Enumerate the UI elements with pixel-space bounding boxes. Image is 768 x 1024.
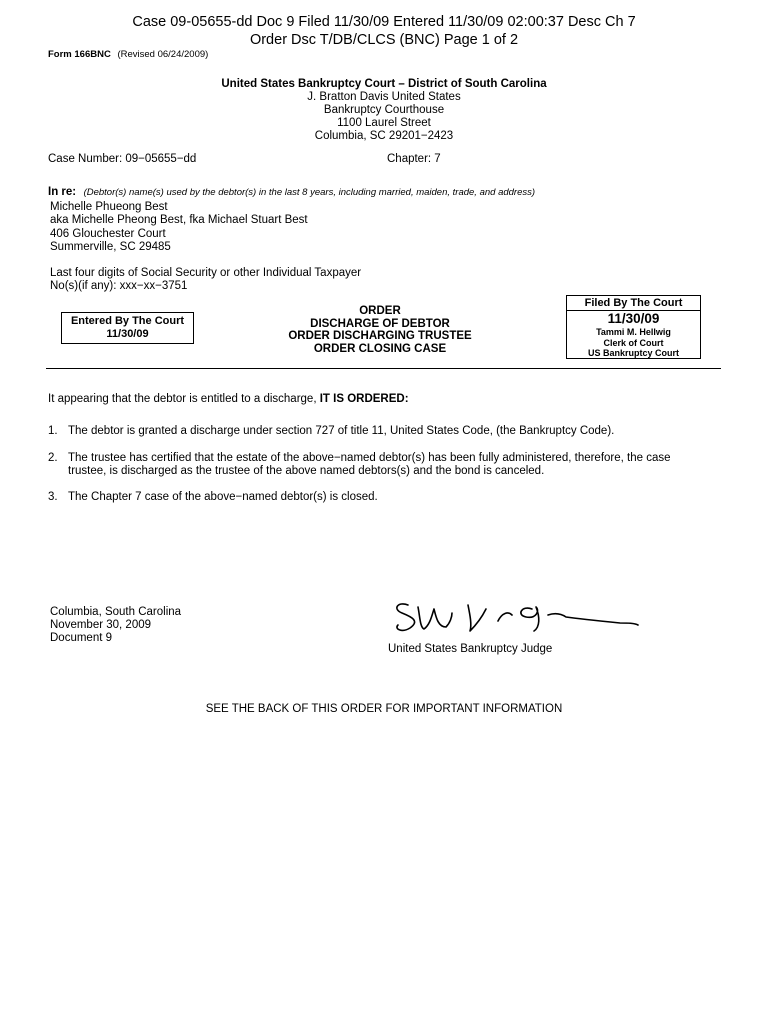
debtor-aka: aka Michelle Pheong Best, fka Michael Stuart Best — [50, 214, 308, 226]
place-date-block — [50, 606, 181, 645]
ssn-value: No(s)(if any): xxx−xx−3751 — [50, 280, 188, 292]
debtor-city: Summerville, SC 29485 — [50, 241, 171, 253]
chapter: Chapter: 7 — [387, 153, 441, 165]
court-name: US Bankruptcy Court — [587, 348, 679, 358]
debtor-names — [50, 201, 308, 227]
clerk-title: Clerk of Court — [603, 337, 664, 348]
judge-signature — [390, 595, 645, 640]
intro-text: It appearing that the debtor is entitled to a discharge, — [48, 393, 320, 405]
order-title: ORDER CLOSING CASE — [313, 342, 447, 355]
ssn-block — [50, 267, 361, 293]
clerk-name: Tammi M. Hellwig — [596, 327, 671, 337]
docket-header-line2: Order Dsc T/DB/CLCS (BNC) Page 1 of 2 — [249, 32, 519, 48]
order-titles — [250, 305, 510, 355]
court-address-line: J. Bratton Davis United States — [307, 91, 461, 103]
order-title: ORDER DISCHARGING TRUSTEE — [288, 330, 472, 342]
order-intro — [48, 393, 409, 406]
date: November 30, 2009 — [50, 619, 152, 631]
entered-box-title: Entered By The Court — [70, 315, 185, 327]
item-number: 2. — [48, 452, 58, 464]
filed-box-title: Filed By The Court — [567, 296, 700, 311]
debtor-street: 406 Glouchester Court — [50, 228, 166, 240]
order-item — [48, 491, 708, 504]
court-heading — [0, 78, 768, 143]
order-title: ORDER — [359, 305, 401, 317]
court-address-line: Bankruptcy Courthouse — [323, 104, 445, 116]
form-label — [48, 49, 208, 60]
intro-bold: IT IS ORDERED: — [319, 393, 409, 405]
court-address-line: 1100 Laurel Street — [337, 117, 431, 129]
filed-by-court-box — [566, 295, 701, 359]
city: Columbia, South Carolina — [50, 606, 182, 618]
document-number: Document 9 — [50, 632, 113, 644]
order-item — [48, 452, 703, 478]
item-text: The Chapter 7 case of the above−named debtor(s) is closed. — [68, 491, 378, 503]
item-text: The debtor is granted a discharge under section 727 of title 11, United States Code, (the Bankruptcy Code). — [68, 425, 615, 437]
court-title: United States Bankruptcy Court – District of South Carolina — [221, 78, 547, 90]
back-notice: SEE THE BACK OF THIS ORDER FOR IMPORTANT INFORMATION — [205, 703, 563, 715]
form-number: Form 166BNC — [48, 49, 111, 60]
case-number: Case Number: 09−05655−dd — [48, 153, 197, 165]
docket-header-line1: Case 09-05655-dd Doc 9 Filed 11/30/09 Entered 11/30/09 02:00:37 Desc Ch 7 — [132, 14, 636, 30]
order-item — [48, 425, 708, 438]
court-address-line: Columbia, SC 29201−2423 — [314, 130, 454, 142]
entered-box-date: 11/30/09 — [106, 328, 149, 340]
order-title: DISCHARGE OF DEBTOR — [310, 317, 450, 330]
ssn-label: Last four digits of Social Security or other Individual Taxpayer — [50, 267, 362, 279]
inre-note: (Debtor(s) name(s) used by the debtor(s) in the last 8 years, including married, maiden, trade, and address) — [83, 187, 536, 198]
inre-header — [48, 182, 535, 200]
inre-label: In re: — [48, 186, 77, 198]
debtor-address — [50, 228, 171, 254]
item-number: 1. — [48, 425, 58, 437]
judge-title: United States Bankruptcy Judge — [388, 643, 553, 655]
divider — [46, 368, 721, 369]
filed-box-date: 11/30/09 — [607, 311, 660, 326]
debtor-name: Michelle Phueong Best — [50, 201, 168, 213]
item-number: 3. — [48, 491, 58, 503]
item-text: The trustee has certified that the estate of the above−named debtor(s) has been fully administered, therefore, the case trustee, is discharged as the trustee of the above named debtors(s) and the bond is canceled. — [68, 452, 671, 477]
form-revised: (Revised 06/24/2009) — [117, 49, 209, 60]
entered-by-court-box — [61, 312, 194, 344]
